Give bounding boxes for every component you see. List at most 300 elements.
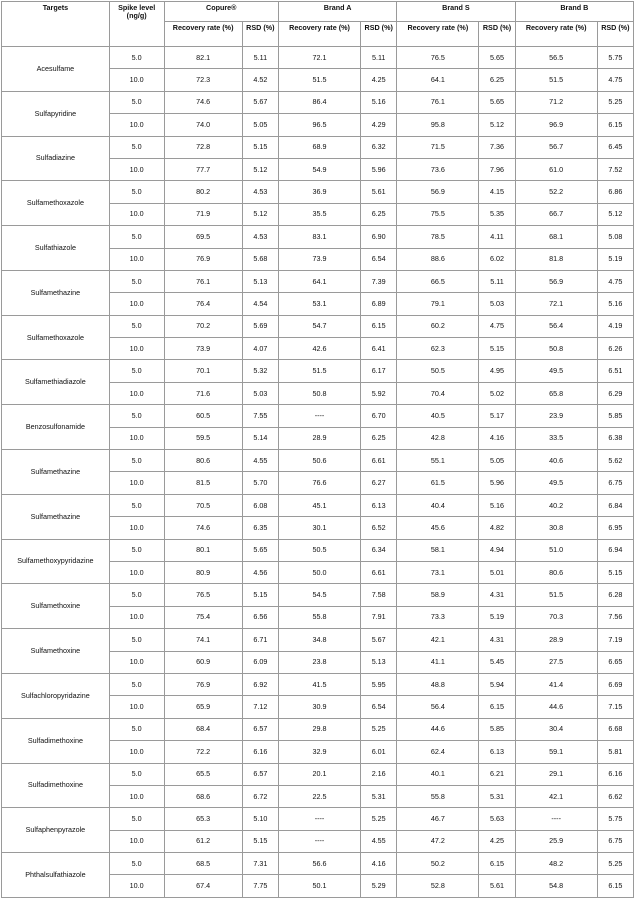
recovery-rate-cell: 74.1 (164, 629, 242, 651)
rsd-cell: 6.69 (597, 673, 633, 695)
table-row (2, 360, 634, 382)
spike-level-cell: 5.0 (109, 718, 164, 740)
rsd-cell: 7.52 (597, 158, 633, 180)
recovery-rate-cell: 58.9 (397, 584, 479, 606)
header-rsd: RSD (%) (361, 22, 397, 47)
recovery-rate-cell: 76.5 (164, 584, 242, 606)
recovery-rate-cell: 55.8 (278, 606, 360, 628)
spike-level-cell: 5.0 (109, 539, 164, 561)
target-name-cell: Sulfamethazine (2, 270, 110, 315)
rsd-cell: 4.56 (242, 561, 278, 583)
rsd-cell: 6.72 (242, 785, 278, 807)
recovery-rate-cell: 48.8 (397, 673, 479, 695)
table-row (2, 584, 634, 606)
spike-level-cell: 5.0 (109, 270, 164, 292)
rsd-cell: 6.16 (597, 763, 633, 785)
recovery-rate-cell: 29.8 (278, 718, 360, 740)
recovery-rate-cell: 73.9 (164, 338, 242, 360)
rsd-cell: 5.10 (242, 808, 278, 830)
recovery-rate-cell: 50.2 (397, 853, 479, 875)
recovery-rate-cell: 28.9 (515, 629, 597, 651)
recovery-rate-cell: 72.1 (278, 47, 360, 69)
spike-level-cell: 10.0 (109, 158, 164, 180)
recovery-rate-cell: 22.5 (278, 785, 360, 807)
header-row-brands (2, 2, 634, 22)
spike-level-cell: 5.0 (109, 450, 164, 472)
recovery-rate-cell: 51.5 (278, 69, 360, 91)
recovery-rate-cell: 44.6 (515, 696, 597, 718)
target-name-cell: Sulfamethoxypyridazine (2, 539, 110, 584)
rsd-cell: 6.09 (242, 651, 278, 673)
header-rsd: RSD (%) (597, 22, 633, 47)
recovery-rate-cell: 76.9 (164, 248, 242, 270)
recovery-rate-cell: 23.8 (278, 651, 360, 673)
recovery-rate-cell: 75.5 (397, 203, 479, 225)
table-row (2, 136, 634, 158)
spike-level-cell: 10.0 (109, 830, 164, 852)
rsd-cell: 4.53 (242, 181, 278, 203)
table-row (2, 629, 634, 651)
recovery-rate-cell: 56.4 (397, 696, 479, 718)
rsd-cell: 5.15 (479, 338, 515, 360)
recovery-rate-cell: 20.1 (278, 763, 360, 785)
recovery-rate-cell: 73.1 (397, 561, 479, 583)
recovery-rate-cell: 60.5 (164, 405, 242, 427)
spike-level-cell: 5.0 (109, 808, 164, 830)
rsd-cell: 5.85 (479, 718, 515, 740)
rsd-cell: 6.15 (361, 315, 397, 337)
rsd-cell: 6.57 (242, 718, 278, 740)
recovery-rate-cell: 30.4 (515, 718, 597, 740)
rsd-cell: 4.55 (242, 450, 278, 472)
target-name-cell: Sulfamethiadiazole (2, 360, 110, 405)
table-row (2, 270, 634, 292)
recovery-rate-cell: 66.5 (397, 270, 479, 292)
recovery-rate-cell: 30.8 (515, 517, 597, 539)
recovery-rate-cell: 28.9 (278, 427, 360, 449)
rsd-cell: 5.32 (242, 360, 278, 382)
rsd-cell: 5.25 (361, 718, 397, 740)
table-body (2, 47, 634, 898)
rsd-cell: 6.71 (242, 629, 278, 651)
recovery-rate-cell: 56.9 (515, 270, 597, 292)
rsd-cell: 4.19 (597, 315, 633, 337)
rsd-cell: 6.45 (597, 136, 633, 158)
recovery-rate-cell: 42.1 (397, 629, 479, 651)
spike-level-cell: 5.0 (109, 181, 164, 203)
recovery-rate-cell: 54.8 (515, 875, 597, 897)
recovery-rate-cell: 56.6 (278, 853, 360, 875)
rsd-cell: 6.70 (361, 405, 397, 427)
rsd-cell: 4.07 (242, 338, 278, 360)
recovery-rate-cell: 82.1 (164, 47, 242, 69)
recovery-rate-cell: 80.9 (164, 561, 242, 583)
recovery-rate-cell: 74.0 (164, 114, 242, 136)
recovery-rate-cell: 83.1 (278, 226, 360, 248)
spike-level-cell: 10.0 (109, 248, 164, 270)
recovery-rate-cell: 40.1 (397, 763, 479, 785)
table-row (2, 47, 634, 69)
recovery-rate-cell: 55.8 (397, 785, 479, 807)
rsd-cell: 5.15 (242, 584, 278, 606)
recovery-rate-cell: 42.8 (397, 427, 479, 449)
recovery-rate-cell: 25.9 (515, 830, 597, 852)
rsd-cell: 7.36 (479, 136, 515, 158)
recovery-rate-cell: 70.4 (397, 382, 479, 404)
rsd-cell: 6.15 (479, 853, 515, 875)
recovery-rate-cell: 54.5 (278, 584, 360, 606)
rsd-cell: 5.16 (361, 91, 397, 113)
rsd-cell: 5.62 (597, 450, 633, 472)
rsd-cell: 7.58 (361, 584, 397, 606)
rsd-cell: 6.27 (361, 472, 397, 494)
spike-level-cell: 5.0 (109, 136, 164, 158)
rsd-cell: 5.75 (597, 47, 633, 69)
rsd-cell: 5.65 (479, 91, 515, 113)
rsd-cell: 5.12 (242, 203, 278, 225)
recovery-rate-cell: 50.5 (397, 360, 479, 382)
recovery-rate-cell: 51.5 (278, 360, 360, 382)
recovery-rate-cell: 40.4 (397, 494, 479, 516)
rsd-cell: 6.13 (479, 741, 515, 763)
rsd-cell: 5.96 (361, 158, 397, 180)
rsd-cell: 5.45 (479, 651, 515, 673)
recovery-rate-cell: 30.1 (278, 517, 360, 539)
recovery-rate-cell: 96.9 (515, 114, 597, 136)
table-row (2, 315, 634, 337)
recovery-rate-cell: 71.6 (164, 382, 242, 404)
table-row (2, 494, 634, 516)
rsd-cell: 4.75 (597, 270, 633, 292)
target-name-cell: Sulfaphenpyrazole (2, 808, 110, 853)
recovery-rate-cell: 56.4 (515, 315, 597, 337)
rsd-cell: 5.03 (242, 382, 278, 404)
rsd-cell: 5.19 (597, 248, 633, 270)
recovery-rate-cell: 40.2 (515, 494, 597, 516)
rsd-cell: 6.61 (361, 561, 397, 583)
rsd-cell: 7.91 (361, 606, 397, 628)
recovery-rate-cell: 52.8 (397, 875, 479, 897)
recovery-rate-cell: ---- (515, 808, 597, 830)
rsd-cell: 5.96 (479, 472, 515, 494)
rsd-cell: 5.69 (242, 315, 278, 337)
recovery-rate-cell: 44.6 (397, 718, 479, 740)
rsd-cell: 5.19 (479, 606, 515, 628)
recovery-rate-cell: 65.5 (164, 763, 242, 785)
header-recovery-rate: Recovery rate (%) (278, 22, 360, 47)
spike-level-cell: 5.0 (109, 405, 164, 427)
header-targets: Targets (2, 2, 110, 47)
rsd-cell: 5.11 (242, 47, 278, 69)
recovery-rate-cell: 68.4 (164, 718, 242, 740)
spike-level-cell: 10.0 (109, 561, 164, 583)
recovery-rate-cell: 80.6 (515, 561, 597, 583)
rsd-cell: 6.25 (361, 427, 397, 449)
recovery-rate-cell: 65.8 (515, 382, 597, 404)
rsd-cell: 5.67 (242, 91, 278, 113)
spike-level-cell: 5.0 (109, 673, 164, 695)
rsd-cell: 4.95 (479, 360, 515, 382)
rsd-cell: 5.29 (361, 875, 397, 897)
rsd-cell: 5.67 (361, 629, 397, 651)
recovery-rate-cell: 80.2 (164, 181, 242, 203)
header-brand-b: Brand B (515, 2, 633, 22)
rsd-cell: 6.35 (242, 517, 278, 539)
recovery-rate-cell: 65.3 (164, 808, 242, 830)
recovery-rate-cell: 52.2 (515, 181, 597, 203)
table-row (2, 673, 634, 695)
recovery-rate-cell: 40.5 (397, 405, 479, 427)
recovery-rate-cell: 68.5 (164, 853, 242, 875)
rsd-cell: 4.16 (479, 427, 515, 449)
recovery-rate-cell: 76.6 (278, 472, 360, 494)
rsd-cell: 6.75 (597, 472, 633, 494)
recovery-rate-cell: 74.6 (164, 91, 242, 113)
recovery-rate-cell: 32.9 (278, 741, 360, 763)
spike-level-cell: 5.0 (109, 853, 164, 875)
rsd-cell: 6.34 (361, 539, 397, 561)
recovery-rate-cell: 81.5 (164, 472, 242, 494)
spike-level-cell: 5.0 (109, 91, 164, 113)
rsd-cell: 6.25 (479, 69, 515, 91)
recovery-rate-cell: 59.1 (515, 741, 597, 763)
recovery-rate-cell: 35.5 (278, 203, 360, 225)
rsd-cell: 5.11 (361, 47, 397, 69)
rsd-cell: 5.13 (242, 270, 278, 292)
rsd-cell: 7.15 (597, 696, 633, 718)
spike-level-cell: 10.0 (109, 875, 164, 897)
recovery-rate-cell: 50.8 (515, 338, 597, 360)
recovery-rate-cell: 69.5 (164, 226, 242, 248)
rsd-cell: 6.89 (361, 293, 397, 315)
recovery-rate-cell: 60.9 (164, 651, 242, 673)
spike-level-cell: 10.0 (109, 382, 164, 404)
recovery-table (1, 1, 634, 898)
spike-level-cell: 10.0 (109, 606, 164, 628)
rsd-cell: 6.51 (597, 360, 633, 382)
rsd-cell: 4.16 (361, 853, 397, 875)
recovery-rate-cell: 71.5 (397, 136, 479, 158)
recovery-rate-cell: 74.6 (164, 517, 242, 539)
rsd-cell: 4.75 (479, 315, 515, 337)
rsd-cell: 5.15 (597, 561, 633, 583)
spike-level-cell: 10.0 (109, 427, 164, 449)
header-recovery-rate: Recovery rate (%) (515, 22, 597, 47)
spike-level-cell: 10.0 (109, 517, 164, 539)
rsd-cell: 6.52 (361, 517, 397, 539)
recovery-rate-cell: 80.6 (164, 450, 242, 472)
target-name-cell: Sulfamethazine (2, 494, 110, 539)
rsd-cell: 6.75 (597, 830, 633, 852)
rsd-cell: 4.53 (242, 226, 278, 248)
recovery-rate-cell: 61.5 (397, 472, 479, 494)
recovery-rate-cell: 66.7 (515, 203, 597, 225)
recovery-rate-cell: 34.8 (278, 629, 360, 651)
rsd-cell: 4.11 (479, 226, 515, 248)
rsd-cell: 5.12 (479, 114, 515, 136)
header-brand-a: Brand A (278, 2, 396, 22)
table-row (2, 853, 634, 875)
rsd-cell: 6.86 (597, 181, 633, 203)
recovery-rate-cell: 70.5 (164, 494, 242, 516)
header-spike-level: Spike level (ng/g) (109, 2, 164, 47)
rsd-cell: 6.54 (361, 696, 397, 718)
recovery-rate-cell: 45.1 (278, 494, 360, 516)
recovery-rate-cell: 76.1 (397, 91, 479, 113)
target-name-cell: Sulfamethoxine (2, 584, 110, 629)
recovery-rate-cell: 45.6 (397, 517, 479, 539)
recovery-rate-cell: 61.2 (164, 830, 242, 852)
rsd-cell: 5.01 (479, 561, 515, 583)
recovery-rate-cell: 76.5 (397, 47, 479, 69)
recovery-rate-cell: 49.5 (515, 472, 597, 494)
rsd-cell: 5.70 (242, 472, 278, 494)
spike-level-cell: 10.0 (109, 696, 164, 718)
recovery-rate-cell: 51.0 (515, 539, 597, 561)
recovery-rate-cell: 68.6 (164, 785, 242, 807)
rsd-cell: 6.32 (361, 136, 397, 158)
recovery-rate-cell: 51.5 (515, 584, 597, 606)
recovery-rate-cell: 47.2 (397, 830, 479, 852)
recovery-rate-cell: 60.2 (397, 315, 479, 337)
recovery-rate-cell: 46.7 (397, 808, 479, 830)
recovery-rate-cell: 68.9 (278, 136, 360, 158)
rsd-cell: 5.05 (479, 450, 515, 472)
recovery-rate-cell: 40.6 (515, 450, 597, 472)
target-name-cell: Sulfadimethoxine (2, 763, 110, 808)
rsd-cell: 6.68 (597, 718, 633, 740)
spike-level-cell: 10.0 (109, 785, 164, 807)
rsd-cell: 4.31 (479, 584, 515, 606)
rsd-cell: 7.55 (242, 405, 278, 427)
recovery-rate-cell: 58.1 (397, 539, 479, 561)
recovery-rate-cell: 48.2 (515, 853, 597, 875)
rsd-cell: 5.65 (242, 539, 278, 561)
rsd-cell: 4.31 (479, 629, 515, 651)
recovery-rate-cell: 71.2 (515, 91, 597, 113)
spike-level-cell: 5.0 (109, 360, 164, 382)
recovery-rate-cell: 41.5 (278, 673, 360, 695)
rsd-cell: 7.96 (479, 158, 515, 180)
rsd-cell: 4.75 (597, 69, 633, 91)
recovery-rate-cell: 50.5 (278, 539, 360, 561)
rsd-cell: 6.26 (597, 338, 633, 360)
rsd-cell: 6.15 (597, 875, 633, 897)
spike-level-cell: 5.0 (109, 494, 164, 516)
rsd-cell: 7.12 (242, 696, 278, 718)
rsd-cell: 6.41 (361, 338, 397, 360)
rsd-cell: 5.15 (242, 830, 278, 852)
target-name-cell: Acesulfame (2, 47, 110, 92)
spike-level-cell: 10.0 (109, 293, 164, 315)
rsd-cell: 5.61 (479, 875, 515, 897)
recovery-rate-cell: 62.4 (397, 741, 479, 763)
recovery-rate-cell: 53.1 (278, 293, 360, 315)
recovery-rate-cell: 42.6 (278, 338, 360, 360)
rsd-cell: 6.84 (597, 494, 633, 516)
target-name-cell: Benzosulfonamide (2, 405, 110, 450)
rsd-cell: 5.95 (361, 673, 397, 695)
rsd-cell: 5.92 (361, 382, 397, 404)
recovery-rate-cell: 80.1 (164, 539, 242, 561)
recovery-rate-cell: 56.5 (515, 47, 597, 69)
spike-level-cell: 5.0 (109, 629, 164, 651)
rsd-cell: 5.12 (597, 203, 633, 225)
rsd-cell: 5.25 (361, 808, 397, 830)
rsd-cell: 4.29 (361, 114, 397, 136)
recovery-rate-cell: 76.9 (164, 673, 242, 695)
target-name-cell: Sulfamethazine (2, 450, 110, 495)
recovery-rate-cell: 71.9 (164, 203, 242, 225)
rsd-cell: 5.75 (597, 808, 633, 830)
rsd-cell: 5.05 (242, 114, 278, 136)
spike-level-cell: 10.0 (109, 651, 164, 673)
recovery-rate-cell: ---- (278, 405, 360, 427)
recovery-rate-cell: 68.1 (515, 226, 597, 248)
rsd-cell: 4.94 (479, 539, 515, 561)
table-row (2, 450, 634, 472)
recovery-rate-cell: 72.1 (515, 293, 597, 315)
recovery-rate-cell: 56.9 (397, 181, 479, 203)
rsd-cell: 6.15 (479, 696, 515, 718)
rsd-cell: 5.25 (597, 91, 633, 113)
rsd-cell: 6.54 (361, 248, 397, 270)
rsd-cell: 6.61 (361, 450, 397, 472)
recovery-rate-cell: 54.9 (278, 158, 360, 180)
rsd-cell: 6.95 (597, 517, 633, 539)
rsd-cell: 5.63 (479, 808, 515, 830)
spike-level-cell: 10.0 (109, 472, 164, 494)
target-name-cell: Sulfamethoxazole (2, 315, 110, 360)
recovery-rate-cell: 79.1 (397, 293, 479, 315)
recovery-rate-cell: 50.8 (278, 382, 360, 404)
rsd-cell: 7.31 (242, 853, 278, 875)
target-name-cell: Sulfachloropyridazine (2, 673, 110, 718)
recovery-rate-cell: 61.0 (515, 158, 597, 180)
rsd-cell: 6.01 (361, 741, 397, 763)
spike-level-cell: 5.0 (109, 315, 164, 337)
rsd-cell: 5.11 (479, 270, 515, 292)
rsd-cell: 5.35 (479, 203, 515, 225)
recovery-rate-cell: 64.1 (278, 270, 360, 292)
recovery-rate-cell: 73.9 (278, 248, 360, 270)
rsd-cell: 5.15 (242, 136, 278, 158)
recovery-rate-cell: 86.4 (278, 91, 360, 113)
rsd-cell: 5.14 (242, 427, 278, 449)
rsd-cell: 5.61 (361, 181, 397, 203)
rsd-cell: 7.56 (597, 606, 633, 628)
table-row (2, 718, 634, 740)
rsd-cell: 6.28 (597, 584, 633, 606)
recovery-rate-cell: 72.3 (164, 69, 242, 91)
recovery-rate-cell: 65.9 (164, 696, 242, 718)
rsd-cell: 5.65 (479, 47, 515, 69)
recovery-rate-cell: ---- (278, 808, 360, 830)
recovery-rate-cell: 77.7 (164, 158, 242, 180)
target-name-cell: Sulfapyridine (2, 91, 110, 136)
target-name-cell: Sulfamethoxine (2, 629, 110, 674)
recovery-rate-cell: 54.7 (278, 315, 360, 337)
table-row (2, 405, 634, 427)
spike-level-cell: 5.0 (109, 763, 164, 785)
rsd-cell: 6.65 (597, 651, 633, 673)
recovery-rate-cell: 29.1 (515, 763, 597, 785)
header-recovery-rate: Recovery rate (%) (397, 22, 479, 47)
spike-level-cell: 5.0 (109, 226, 164, 248)
rsd-cell: 6.15 (597, 114, 633, 136)
rsd-cell: 5.08 (597, 226, 633, 248)
table-row (2, 226, 634, 248)
